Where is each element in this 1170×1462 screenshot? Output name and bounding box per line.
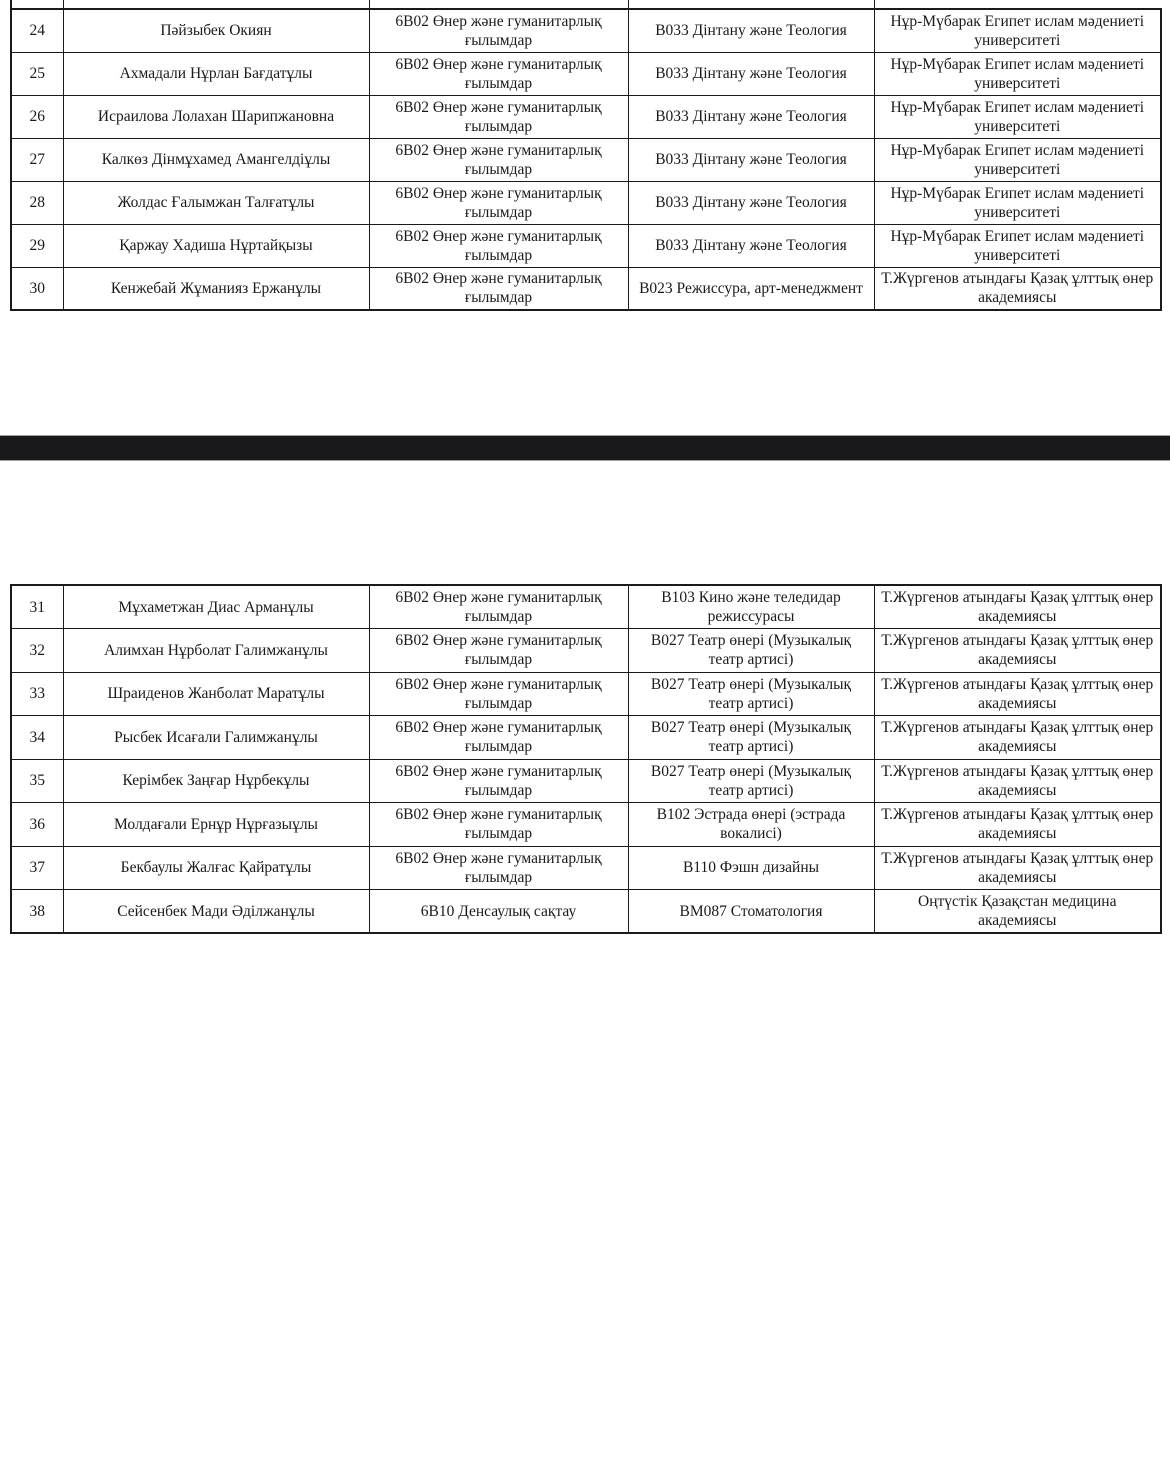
name-cell: Жолдас Ғалымжан Талғатұлы	[63, 181, 369, 224]
name-cell: Ахмадали Нұрлан Бағдатұлы	[63, 52, 369, 95]
row-number-cell: 31	[11, 585, 63, 629]
name-cell: Қаржау Хадиша Нұртайқызы	[63, 224, 369, 267]
students-table-page2	[10, 584, 1162, 934]
program-cell: В110 Фэшн дизайны	[628, 846, 874, 890]
table-row	[11, 181, 1161, 224]
university-cell: Т.Жүргенов атындағы Қазақ ұлттық өнер академиясы	[874, 267, 1161, 310]
university-cell: Т.Жүргенов атындағы Қазақ ұлттық өнер академиясы	[874, 759, 1161, 803]
program-cell: В027 Театр өнері (Музыкалық театр артисі)	[628, 629, 874, 673]
table-row	[11, 672, 1161, 716]
table-row	[11, 716, 1161, 760]
row-number-cell: 30	[11, 267, 63, 310]
name-cell	[63, 0, 369, 8]
field-cell: 6В02 Өнер және гуманитарлық ғылымдар	[369, 585, 628, 629]
name-cell: Алимхан Нұрболат Галимжанұлы	[63, 629, 369, 673]
row-number-cell: 33	[11, 672, 63, 716]
program-cell: В033 Дінтану және Теология	[628, 181, 874, 224]
table-row	[11, 890, 1161, 934]
row-number-cell: 24	[11, 9, 63, 52]
table-row	[11, 95, 1161, 138]
name-cell: Исраилова Лолахан Шарипжановна	[63, 95, 369, 138]
program-cell	[628, 0, 874, 8]
field-cell: 6В02 Өнер және гуманитарлық ғылымдар	[369, 629, 628, 673]
table-row	[11, 846, 1161, 890]
clipped-row-table	[10, 0, 1160, 8]
program-cell: В033 Дінтану және Теология	[628, 224, 874, 267]
field-cell: 6В02 Өнер және гуманитарлық ғылымдар	[369, 224, 628, 267]
table-row	[11, 9, 1161, 52]
field-cell: 6В02 Өнер және гуманитарлық ғылымдар	[369, 759, 628, 803]
table-row	[11, 138, 1161, 181]
students-table-page1	[10, 8, 1162, 311]
name-cell: Рысбек Исағали Галимжанұлы	[63, 716, 369, 760]
clipped-row	[10, 0, 1160, 8]
name-cell: Шраиденов Жанболат Маратұлы	[63, 672, 369, 716]
table-row	[11, 0, 1160, 8]
table-row	[11, 629, 1161, 673]
field-cell: 6В02 Өнер және гуманитарлық ғылымдар	[369, 52, 628, 95]
row-number-cell: 25	[11, 52, 63, 95]
program-cell: В027 Театр өнері (Музыкалық театр артисі)	[628, 759, 874, 803]
university-cell: Нұр-Мүбарак Египет ислам мәдениеті университеті	[874, 9, 1161, 52]
table-row	[11, 585, 1161, 629]
university-cell	[874, 0, 1160, 8]
field-cell: 6В02 Өнер және гуманитарлық ғылымдар	[369, 672, 628, 716]
university-cell: Нұр-Мүбарак Египет ислам мәдениеті университеті	[874, 138, 1161, 181]
university-cell: Т.Жүргенов атындағы Қазақ ұлттық өнер академиясы	[874, 585, 1161, 629]
table-row	[11, 759, 1161, 803]
row-number-cell: 37	[11, 846, 63, 890]
program-cell: ВМ087 Стоматология	[628, 890, 874, 934]
field-cell: 6В02 Өнер және гуманитарлық ғылымдар	[369, 138, 628, 181]
program-cell: В033 Дінтану және Теология	[628, 95, 874, 138]
row-number-cell: 32	[11, 629, 63, 673]
university-cell: Нұр-Мүбарак Египет ислам мәдениеті университеті	[874, 95, 1161, 138]
university-cell: Оңтүстік Қазақстан медицина академиясы	[874, 890, 1161, 934]
program-cell: В102 Эстрада өнері (эстрада вокалисі)	[628, 803, 874, 847]
name-cell: Кенжебай Жұманияз Ержанұлы	[63, 267, 369, 310]
name-cell: Бекбаулы Жалғас Қайратұлы	[63, 846, 369, 890]
name-cell: Молдағали Ернұр Нұрғазыұлы	[63, 803, 369, 847]
row-number-cell: 35	[11, 759, 63, 803]
row-number-cell: 38	[11, 890, 63, 934]
field-cell: 6В10 Денсаулық сақтау	[369, 890, 628, 934]
program-cell: В033 Дінтану және Теология	[628, 52, 874, 95]
row-number-cell: 34	[11, 716, 63, 760]
program-cell: В103 Кино және теледидар режиссурасы	[628, 585, 874, 629]
university-cell: Т.Жүргенов атындағы Қазақ ұлттық өнер академиясы	[874, 716, 1161, 760]
program-cell: В023 Режиссура, арт-менеджмент	[628, 267, 874, 310]
page-separator-bar	[0, 435, 1170, 461]
field-cell: 6В02 Өнер және гуманитарлық ғылымдар	[369, 9, 628, 52]
row-number-cell: 26	[11, 95, 63, 138]
university-cell: Т.Жүргенов атындағы Қазақ ұлттық өнер академиясы	[874, 846, 1161, 890]
name-cell: Калкөз Дінмұхамед Амангелдіұлы	[63, 138, 369, 181]
table-row	[11, 52, 1161, 95]
row-number-cell: 36	[11, 803, 63, 847]
university-cell: Нұр-Мүбарак Египет ислам мәдениеті университеті	[874, 52, 1161, 95]
program-cell: В033 Дінтану және Теология	[628, 9, 874, 52]
table-row	[11, 803, 1161, 847]
program-cell: В027 Театр өнері (Музыкалық театр артисі)	[628, 716, 874, 760]
row-number-cell: 28	[11, 181, 63, 224]
program-cell: В033 Дінтану және Теология	[628, 138, 874, 181]
university-cell: Т.Жүргенов атындағы Қазақ ұлттық өнер академиясы	[874, 672, 1161, 716]
field-cell: 6В02 Өнер және гуманитарлық ғылымдар	[369, 846, 628, 890]
table-body-page1	[11, 9, 1161, 310]
university-cell: Нұр-Мүбарак Египет ислам мәдениеті университеті	[874, 181, 1161, 224]
university-cell: Нұр-Мүбарак Египет ислам мәдениеті университеті	[874, 224, 1161, 267]
university-cell: Т.Жүргенов атындағы Қазақ ұлттық өнер академиясы	[874, 803, 1161, 847]
row-number-cell	[11, 0, 63, 8]
row-number-cell: 27	[11, 138, 63, 181]
name-cell: Мұхаметжан Диас Арманұлы	[63, 585, 369, 629]
program-cell: В027 Театр өнері (Музыкалық театр артисі)	[628, 672, 874, 716]
page1-table-region	[10, 0, 1160, 311]
name-cell: Сейсенбек Мади Әділжанұлы	[63, 890, 369, 934]
field-cell: 6В02 Өнер және гуманитарлық ғылымдар	[369, 267, 628, 310]
table-row	[11, 224, 1161, 267]
page2-table-region	[10, 584, 1160, 934]
field-cell: 6В02 Өнер және гуманитарлық ғылымдар	[369, 803, 628, 847]
field-cell: 6В02 Өнер және гуманитарлық ғылымдар	[369, 181, 628, 224]
field-cell	[369, 0, 628, 8]
table-row	[11, 267, 1161, 310]
table-body-page2	[11, 585, 1161, 933]
field-cell: 6В02 Өнер және гуманитарлық ғылымдар	[369, 716, 628, 760]
row-number-cell: 29	[11, 224, 63, 267]
name-cell: Пәйзыбек Окиян	[63, 9, 369, 52]
field-cell: 6В02 Өнер және гуманитарлық ғылымдар	[369, 95, 628, 138]
name-cell: Керімбек Заңғар Нұрбекұлы	[63, 759, 369, 803]
university-cell: Т.Жүргенов атындағы Қазақ ұлттық өнер академиясы	[874, 629, 1161, 673]
